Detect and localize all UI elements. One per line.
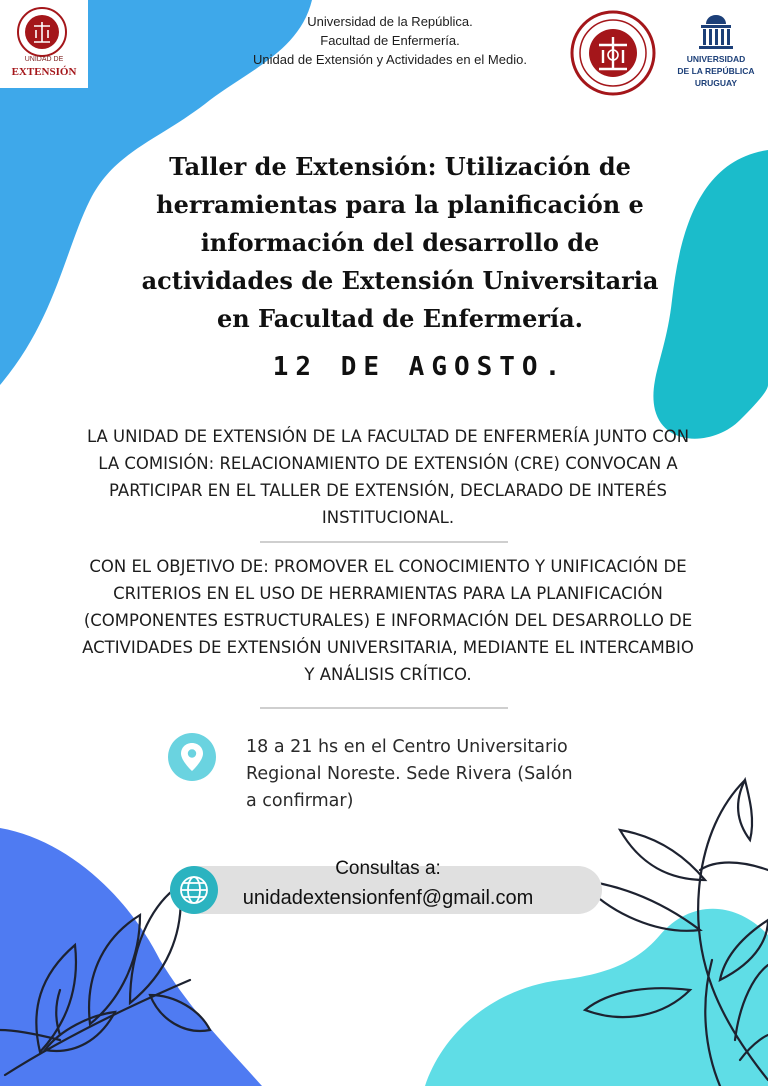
- paragraph-line: PARTICIPAR EN EL TALLER DE EXTENSIÓN, DECLARADO DE INTERÉS: [109, 481, 667, 500]
- logo-unidad-label: UNIDAD DE: [24, 56, 64, 63]
- paragraph-line: INSTITUCIONAL.: [321, 508, 455, 527]
- location-line: a confirmar): [246, 791, 354, 811]
- divider: [260, 707, 508, 709]
- header-line: Facultad de Enfermería.: [320, 33, 460, 48]
- faculty-seal-icon: [16, 6, 68, 58]
- udelar-line: UNIVERSIDAD: [686, 54, 746, 64]
- location-line: Regional Noreste. Sede Rivera (Salón: [246, 764, 573, 784]
- globe-icon: [170, 866, 218, 914]
- leaf-branch-right: [580, 780, 768, 1086]
- title-line: información del desarrollo de: [200, 228, 600, 257]
- paragraph-line: LA COMISIÓN: RELACIONAMIENTO DE EXTENSIÓN (CRE) CONVOCAN A: [98, 454, 678, 473]
- paragraph-line: ACTIVIDADES DE EXTENSIÓN UNIVERSITARIA, MEDIANTE EL INTERCAMBIO: [82, 638, 694, 657]
- event-date: 12 DE AGOSTO.: [272, 352, 568, 382]
- logo-extension-label: EXTENSIÓN: [11, 66, 77, 78]
- header-institution: [200, 12, 580, 69]
- workshop-title: [100, 148, 700, 338]
- university-building-icon: [696, 12, 736, 52]
- facultad-enfermeria-seal-icon: [569, 9, 657, 97]
- title-line: Taller de Extensión: Utilización de: [169, 152, 631, 181]
- paragraph-line: CON EL OBJETIVO DE: PROMOVER EL CONOCIMIENTO Y UNIFICACIÓN DE: [89, 557, 687, 576]
- divider: [260, 541, 508, 543]
- udelar-line: DE LA REPÚBLICA: [677, 66, 755, 76]
- contact-email-link[interactable]: unidadextensionfenf@gmail.com: [242, 887, 534, 909]
- contact-label: Consultas a:: [335, 858, 441, 879]
- logo-unidad-extension: [0, 0, 88, 88]
- location-pin-icon: [168, 733, 216, 781]
- location-line: 18 a 21 hs en el Centro Universitario: [246, 737, 568, 757]
- title-line: en Facultad de Enfermería.: [216, 304, 584, 333]
- udelar-line: URUGUAY: [694, 78, 738, 88]
- objective-paragraph: [50, 553, 726, 688]
- event-location: [246, 734, 626, 815]
- header-line: Unidad de Extensión y Actividades en el Medio.: [253, 52, 527, 67]
- logo-udelar: [668, 12, 764, 88]
- paragraph-line: (COMPONENTES ESTRUCTURALES) E INFORMACIÓN DEL DESARROLLO DE: [83, 611, 693, 630]
- paragraph-line: Y ANÁLISIS CRÍTICO.: [304, 665, 472, 684]
- title-line: herramientas para la planificación e: [156, 190, 644, 219]
- title-line: actividades de Extensión Universitaria: [141, 266, 659, 295]
- invitation-paragraph: [50, 423, 726, 531]
- paragraph-line: CRITERIOS EN EL USO DE HERRAMIENTAS PARA LA PLANIFICACIÓN: [113, 584, 663, 603]
- leaf-branch-left: [0, 885, 210, 1075]
- header-line: Universidad de la República.: [307, 14, 473, 29]
- paragraph-line: LA UNIDAD DE EXTENSIÓN DE LA FACULTAD DE ENFERMERÍA JUNTO CON: [86, 427, 690, 446]
